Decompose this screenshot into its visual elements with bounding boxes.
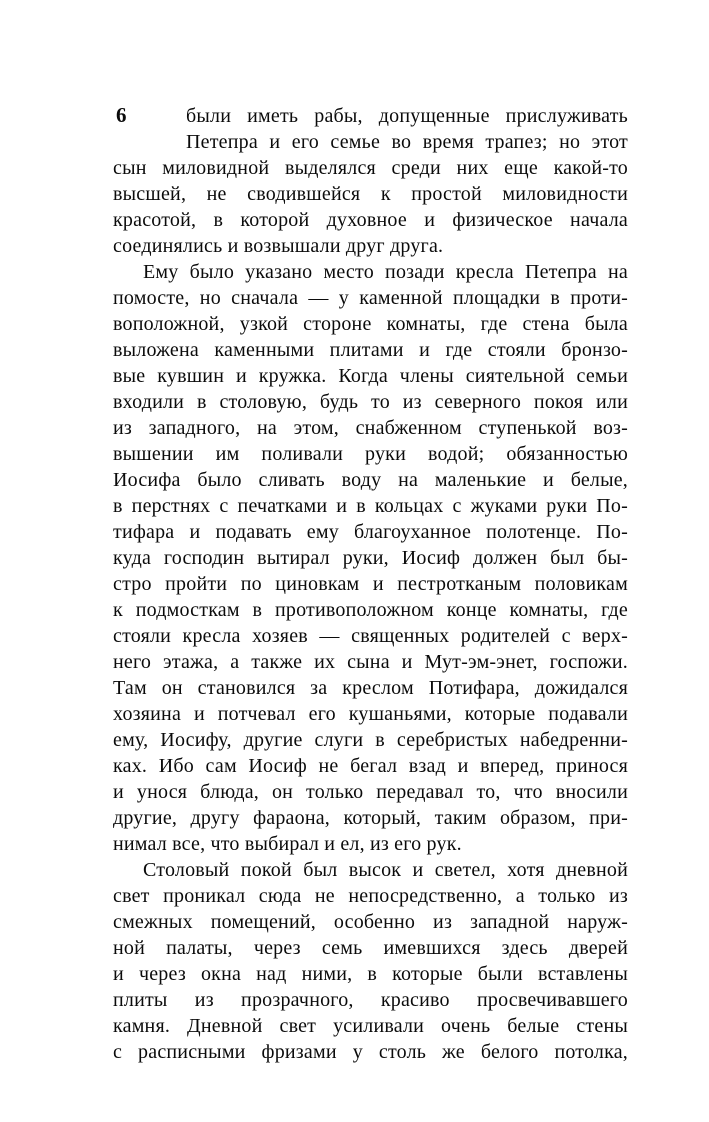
- text-line: нимал все, что выбирал и ел, из его рук.: [113, 833, 462, 855]
- text-line: к подмосткам в противоположном конце комнаты, где: [113, 599, 628, 621]
- text-line: входили в столовую, будь то из северного покоя или: [113, 391, 628, 413]
- text-line: вышении им поливали руки водой; обязанностью: [113, 443, 628, 465]
- text-line: него этажа, а также их сына и Мут-эм-энет, госпожи.: [113, 651, 628, 673]
- text-line: воположной, узкой стороне комнаты, где стена была: [113, 313, 628, 335]
- text-line: Столовый покой был высок и светел, хотя дневной: [143, 859, 628, 881]
- text-line: высшей, не сводившейся к простой миловидности: [113, 183, 628, 205]
- text-line: в перстнях с печатками и в кольцах с жуками руки По-: [113, 495, 628, 517]
- text-line: камня. Дневной свет усиливали очень белые стены: [113, 1015, 628, 1037]
- text-line: Ему было указано место позади кресла Петепра на: [143, 261, 628, 283]
- page-number: 6: [116, 103, 127, 127]
- text-line: хозяина и потчевал его кушаньями, которые подавали: [113, 703, 628, 725]
- text-line: плиты из прозрачного, красиво просвечивавшего: [113, 989, 628, 1011]
- text-line: смежных помещений, особенно из западной наруж-: [113, 911, 628, 933]
- text-line: Иосифа было сливать воду на маленькие и белые,: [113, 469, 628, 491]
- text-line: Там он становился за креслом Потифара, дожидался: [113, 677, 628, 699]
- text-line: стояли кресла хозяев — священных родителей с верх-: [113, 625, 628, 647]
- text-line: Петепра и его семье во время трапез; но этот: [186, 131, 628, 153]
- text-line: и через окна над ними, в которые были вставлены: [113, 963, 628, 985]
- text-line: вые кувшин и кружка. Когда члены сиятельной семьи: [113, 365, 628, 387]
- paragraph: [113, 259, 628, 857]
- text-line: были иметь рабы, допущенные прислуживать: [186, 105, 628, 127]
- text-line: и унося блюда, он только передавал то, что вносили: [113, 781, 628, 803]
- page-text: [113, 103, 628, 1065]
- text-line: ему, Иосифу, другие слуги в серебристых набедренни-: [113, 729, 628, 751]
- text-line: сын миловидной выделялся среди них еще какой-то: [113, 157, 628, 179]
- text-line: ках. Ибо сам Иосиф не бегал взад и вперед, принося: [113, 755, 628, 777]
- text-line: куда господин вытирал руки, Иосиф должен был бы-: [113, 547, 628, 569]
- text-line: выложена каменными плитами и где стояли бронзо-: [113, 339, 628, 361]
- text-line: ной палаты, через семь имевшихся здесь дверей: [113, 937, 628, 959]
- text-line: красотой, в которой духовное и физическое начала: [113, 209, 628, 231]
- text-line: из западного, на этом, снабженном ступенькой воз-: [113, 417, 628, 439]
- text-line: другие, другу фараона, который, таким образом, при-: [113, 807, 628, 829]
- text-line: соединялись и возвышали друг друга.: [113, 235, 444, 257]
- text-line: свет проникал сюда не непосредственно, а только из: [113, 885, 628, 907]
- paragraph: [113, 103, 628, 259]
- text-line: стро пройти по циновкам и пестротканым половикам: [113, 573, 628, 595]
- text-line: тифара и подавать ему благоуханное полотенце. По-: [113, 521, 628, 543]
- text-line: помосте, но сначала — у каменной площадки в проти-: [113, 287, 628, 309]
- text-line: с расписными фризами у столь же белого потолка,: [113, 1041, 628, 1063]
- paragraph: [113, 857, 628, 1065]
